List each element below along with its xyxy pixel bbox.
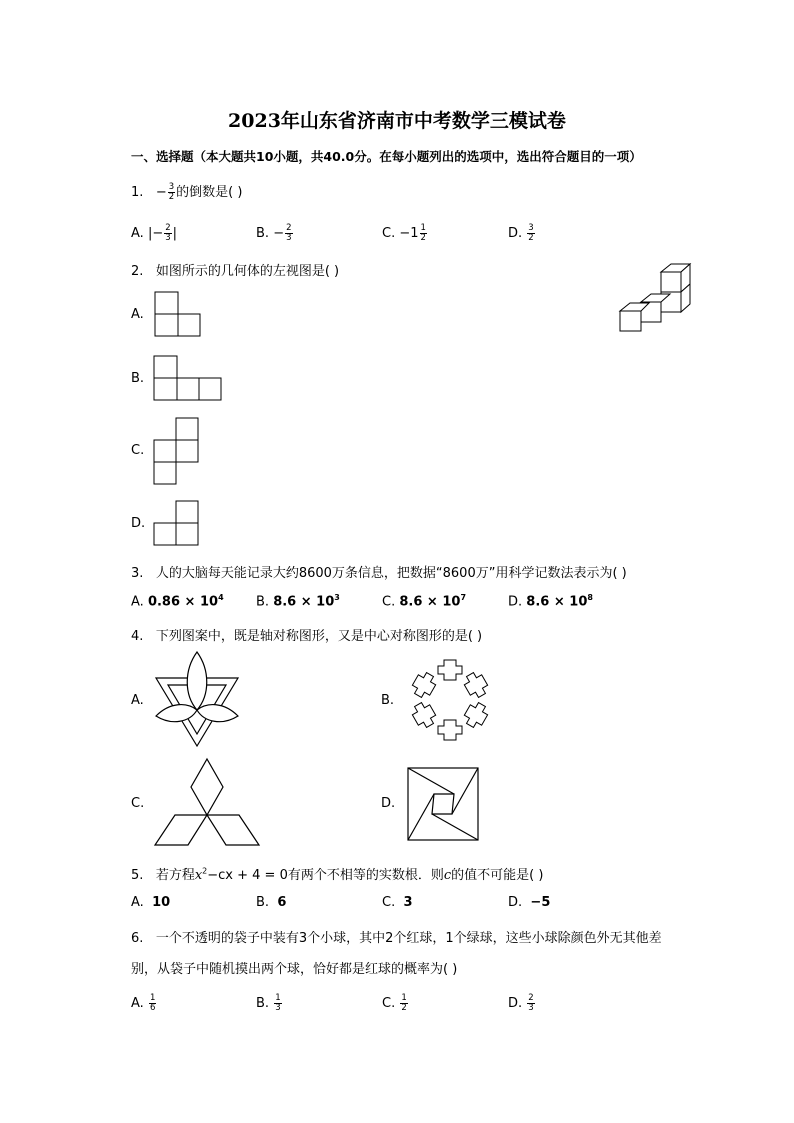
option-c-figure <box>152 757 262 849</box>
minus-sign: − <box>155 185 167 200</box>
fraction <box>527 994 534 1013</box>
exponent: 4 <box>218 593 224 602</box>
option-a[interactable] <box>131 994 157 1013</box>
question-number: 4. <box>131 629 144 644</box>
numerator: 3 <box>528 223 534 233</box>
option-d-figure <box>152 499 202 547</box>
fraction <box>274 994 281 1013</box>
denominator: 2 <box>401 1003 407 1013</box>
option-b[interactable]: B. <box>381 693 395 708</box>
option-label: C. <box>382 895 396 910</box>
option-a-figure <box>152 650 242 748</box>
denominator: 3 <box>528 1003 534 1013</box>
exponent: 7 <box>460 593 467 602</box>
question-text: 若方程 <box>155 868 195 883</box>
question-4 <box>131 625 482 644</box>
question-number: 3. <box>131 566 144 581</box>
option-d-figure <box>406 766 480 842</box>
question-text: 如图所示的几何体的左视图是( ) <box>155 264 340 279</box>
question-number: 6. <box>131 931 144 946</box>
fraction <box>149 994 156 1013</box>
option-d[interactable]: D. <box>381 796 396 811</box>
equation-variable: x <box>194 868 203 883</box>
option-b[interactable] <box>256 895 286 910</box>
option-prefix: |− <box>147 226 164 241</box>
fraction <box>527 224 534 243</box>
option-d[interactable] <box>508 224 536 243</box>
page-title: 2023年山东省济南市中考数学三模试卷 <box>228 110 566 132</box>
option-value: 8.6 × 10 <box>526 594 588 610</box>
question-6-line2: 别，从袋子中随机摸出两个球，恰好都是红球的概率为( ) <box>131 962 458 977</box>
option-b-figure <box>152 354 224 402</box>
option-suffix: | <box>172 226 178 241</box>
option-value: 3 <box>403 895 413 910</box>
fraction <box>285 224 292 243</box>
option-c[interactable]: C. <box>131 443 145 458</box>
option-label: D. <box>508 895 523 910</box>
numerator: 3 <box>168 182 175 192</box>
option-c[interactable] <box>382 994 409 1013</box>
option-label: A. <box>131 895 144 910</box>
option-b-figure <box>405 655 495 745</box>
denominator: 2 <box>420 233 426 243</box>
option-b[interactable] <box>256 994 283 1013</box>
option-b[interactable]: B. <box>131 371 145 386</box>
question-text: 一个不透明的袋子中装有3个小球，其中2个红球，1个绿球，这些小球除颜色外无其他差 <box>155 931 662 946</box>
numerator: 2 <box>528 993 534 1003</box>
option-c-figure <box>152 416 202 486</box>
option-d[interactable] <box>508 994 536 1013</box>
question-number: 5. <box>131 868 144 883</box>
exponent: 8 <box>587 593 593 602</box>
option-label: B. <box>256 895 270 910</box>
numerator: 1 <box>401 993 407 1003</box>
denominator: 3 <box>275 1003 281 1013</box>
option-value: 0.86 × 10 <box>147 594 219 610</box>
cube-solid-figure <box>617 262 692 334</box>
option-value: 8.6 × 10 <box>273 594 335 610</box>
option-c[interactable] <box>382 593 466 609</box>
option-d[interactable]: D. <box>131 516 146 531</box>
numerator: 2 <box>165 223 171 233</box>
option-value: 10 <box>152 895 171 910</box>
exponent: 2 <box>202 866 208 876</box>
option-label: C. <box>382 594 396 610</box>
question-text: 人的大脑每天能记录大约8600万条信息，把数据“8600万”用科学记数法表示为( ) <box>155 566 627 581</box>
question-text: 的值不可能是( ) <box>451 868 544 883</box>
option-label: B. <box>256 996 270 1011</box>
option-label: D. <box>508 226 523 241</box>
option-d[interactable] <box>508 895 550 910</box>
fraction <box>420 224 427 243</box>
option-label: C. <box>382 226 396 241</box>
option-a[interactable] <box>131 224 177 243</box>
option-a[interactable]: A. <box>131 693 144 708</box>
fraction <box>400 994 407 1013</box>
option-c[interactable] <box>382 224 428 243</box>
question-2 <box>131 260 339 279</box>
denominator: 6 <box>149 1003 156 1013</box>
question-number: 2. <box>131 264 144 279</box>
equation-variable: c <box>443 868 452 883</box>
option-b[interactable] <box>256 593 340 609</box>
option-prefix: − <box>273 226 285 241</box>
question-text: 有两个不相等的实数根．则 <box>287 868 444 883</box>
numerator: 2 <box>286 223 292 233</box>
question-text: 的倒数是( ) <box>176 185 243 200</box>
question-1 <box>131 181 242 202</box>
question-6 <box>131 927 662 946</box>
option-a[interactable] <box>131 895 170 910</box>
option-a[interactable] <box>131 593 224 609</box>
option-label: B. <box>256 594 270 610</box>
denominator: 3 <box>165 233 171 243</box>
question-3 <box>131 562 627 581</box>
option-a-figure <box>153 290 203 338</box>
option-label: D. <box>508 996 523 1011</box>
option-label: A. <box>131 996 144 1011</box>
question-5 <box>131 864 543 883</box>
option-label: B. <box>256 226 270 241</box>
option-value: 8.6 × 10 <box>399 594 461 610</box>
option-value: 6 <box>277 895 287 910</box>
option-b[interactable] <box>256 224 294 243</box>
numerator: 1 <box>149 993 156 1003</box>
option-d[interactable] <box>508 593 593 609</box>
equation: −cx + 4 = 0 <box>207 868 288 883</box>
denominator: 2 <box>168 192 175 202</box>
option-value: −5 <box>530 895 551 910</box>
denominator: 2 <box>528 233 534 243</box>
fraction <box>168 183 175 202</box>
option-label: D. <box>508 594 523 610</box>
option-prefix: −1 <box>399 226 419 241</box>
section-heading: 一、选择题（本大题共10小题，共40.0分。在每小题列出的选项中，选出符合题目的一项） <box>131 149 642 164</box>
option-c[interactable] <box>382 895 413 910</box>
fraction <box>164 224 171 243</box>
exponent: 3 <box>334 593 340 602</box>
option-a[interactable]: A. <box>131 307 144 322</box>
denominator: 3 <box>286 233 292 243</box>
numerator: 1 <box>420 223 426 233</box>
option-c[interactable]: C. <box>131 796 145 811</box>
numerator: 1 <box>275 993 281 1003</box>
option-label: A. <box>131 226 144 241</box>
option-label: C. <box>382 996 396 1011</box>
question-number: 1. <box>131 185 144 200</box>
option-label: A. <box>131 594 144 610</box>
question-text: 下列图案中，既是轴对称图形，又是中心对称图形的是( ) <box>155 629 483 644</box>
